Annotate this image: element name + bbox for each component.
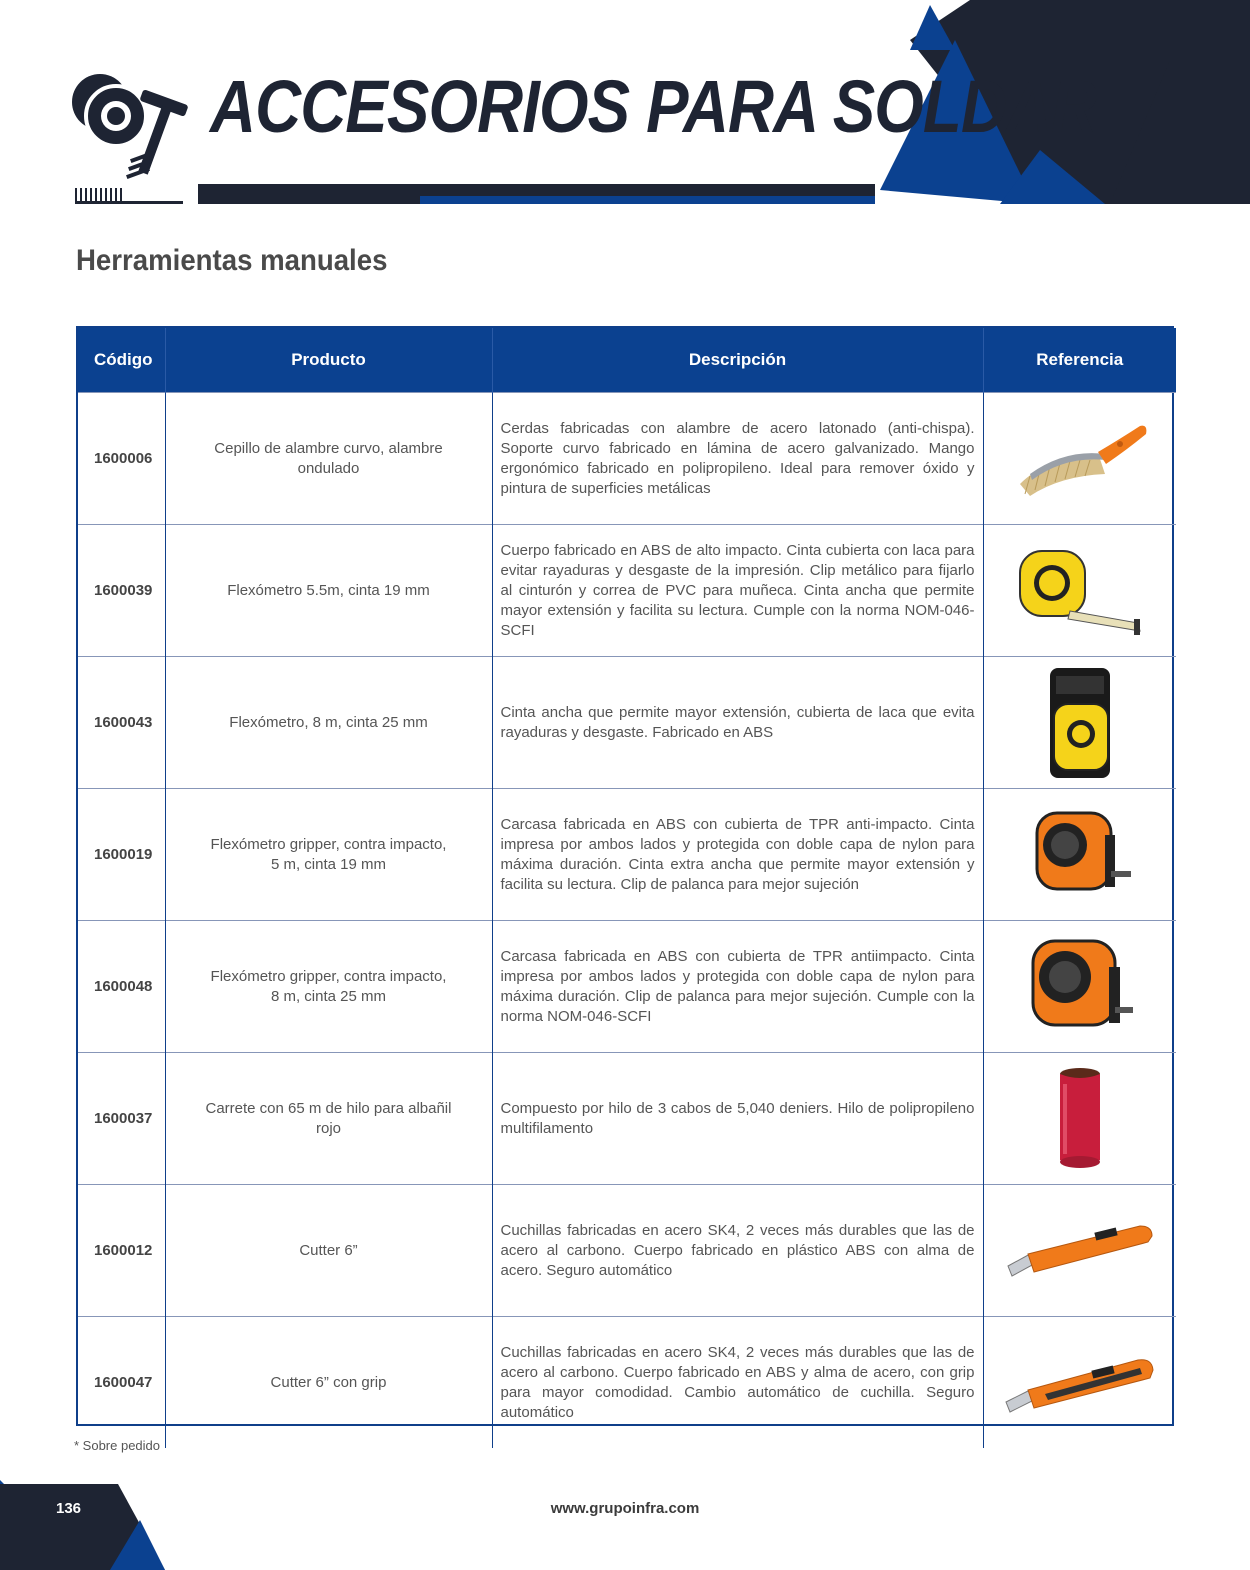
column-header-description: Descripción xyxy=(492,328,983,393)
yellow-tape-measure-image xyxy=(1010,541,1150,641)
product-image-cell xyxy=(983,657,1176,789)
product-description: Carcasa fabricada en ABS con cubierta de TPR antiimpacto. Cinta impresa por ambos lados y protegida con doble capa de nylon para máxima duración. Clip de palanca para mejor sujeción. Cumple con la norma NOM-046-SCFI xyxy=(492,921,983,1053)
table-row xyxy=(78,921,1176,1053)
product-image-cell xyxy=(983,525,1176,657)
product-name: Cutter 6” con grip xyxy=(165,1317,492,1449)
column-header-product: Producto xyxy=(165,328,492,393)
table-row xyxy=(78,1053,1176,1185)
product-description: Cuchillas fabricadas en acero SK4, 2 veces más durables que las de acero al carbono. Cuerpo fabricado en plástico ABS con alma de acero. Seguro automático xyxy=(492,1185,983,1317)
product-code: 1600043 xyxy=(78,657,165,789)
column-header-code: Código xyxy=(78,328,165,393)
product-image-cell xyxy=(983,789,1176,921)
product-table xyxy=(76,326,1174,1426)
orange-cutter-image xyxy=(1000,1216,1160,1286)
website-link[interactable]: www.grupoinfra.com xyxy=(550,1500,700,1517)
product-code: 1600019 xyxy=(78,789,165,921)
product-code: 1600039 xyxy=(78,525,165,657)
product-name: Flexómetro gripper, contra impacto, 5 m, cinta 19 mm xyxy=(165,789,492,921)
table-header-row xyxy=(78,328,1176,393)
table-row xyxy=(78,789,1176,921)
wire-brush-image xyxy=(1010,414,1150,504)
product-image-cell xyxy=(983,1317,1176,1449)
table-row xyxy=(78,393,1176,525)
product-image-cell xyxy=(983,393,1176,525)
table-row xyxy=(78,525,1176,657)
grip-cutter-image xyxy=(1000,1348,1160,1418)
product-name: Flexómetro, 8 m, cinta 25 mm xyxy=(165,657,492,789)
page-number: 136 xyxy=(56,1500,82,1517)
section-title: Herramientas manuales xyxy=(76,244,388,277)
product-name: Flexómetro gripper, contra impacto, 8 m, cinta 25 mm xyxy=(165,921,492,1053)
product-code: 1600048 xyxy=(78,921,165,1053)
product-code: 1600012 xyxy=(78,1185,165,1317)
product-name: Flexómetro 5.5m, cinta 19 mm xyxy=(165,525,492,657)
product-name: Cepillo de alambre curvo, alambre ondulado xyxy=(165,393,492,525)
table-row xyxy=(78,1185,1176,1317)
product-description: Cuchillas fabricadas en acero SK4, 2 veces más durables que las de acero al carbono. Cuerpo fabricado en ABS y alma de acero, con grip para mayor comodidad. Cambio automático de cuchilla. Seguro automático xyxy=(492,1317,983,1449)
red-thread-spool-image xyxy=(1045,1064,1115,1174)
product-image-cell xyxy=(983,921,1176,1053)
product-image-cell xyxy=(983,1185,1176,1317)
product-code: 1600006 xyxy=(78,393,165,525)
product-description: Cinta ancha que permite mayor extensión, cubierta de laca que evita rayaduras y desgaste. Fabricado en ABS xyxy=(492,657,983,789)
product-image-cell xyxy=(983,1053,1176,1185)
product-description: Compuesto por hilo de 3 cabos de 5,040 deniers. Hilo de polipropileno multifilamento xyxy=(492,1053,983,1185)
product-code: 1600047 xyxy=(78,1317,165,1449)
product-code: 1600037 xyxy=(78,1053,165,1185)
product-description: Cerdas fabricadas con alambre de acero latonado (anti-chispa). Soporte curvo fabricado en lámina de acero galvanizado. Mango ergonómico fabricado en polipropileno. Ideal para remover óxido y pintura de superficies metálicas xyxy=(492,393,983,525)
footnote: * Sobre pedido xyxy=(74,1438,161,1453)
welding-tools-icon xyxy=(70,70,200,210)
orange-tape-measure-image xyxy=(1025,805,1135,905)
product-description: Carcasa fabricada en ABS con cubierta de TPR anti-impacto. Cinta impresa por ambos lados y protegida con doble capa de nylon para máxima duración. Cinta extra ancha que permite mayor extensión y facilita su lectura. Clip de palanca para mejor sujeción xyxy=(492,789,983,921)
column-header-reference: Referencia xyxy=(983,328,1176,393)
orange-tape-measure-large-image xyxy=(1025,935,1135,1039)
footer-banner xyxy=(0,1480,170,1570)
product-name: Cutter 6” xyxy=(165,1185,492,1317)
packaged-tape-measure-image xyxy=(1030,664,1130,782)
product-description: Cuerpo fabricado en ABS de alto impacto. Cinta cubierta con laca para evitar rayaduras y desgaste de la impresión. Clip metálico para fijarlo al cinturón y correa de PVC para muñeca. Cinta ancha que permite mayor extensión y facilita su lectura. Cumple con la norma NOM-046-SCFI xyxy=(492,525,983,657)
table-row xyxy=(78,657,1176,789)
table-row xyxy=(78,1317,1176,1449)
product-name: Carrete con 65 m de hilo para albañil rojo xyxy=(165,1053,492,1185)
page-title: ACCESORIOS PARA SOLDAR xyxy=(210,65,1097,148)
